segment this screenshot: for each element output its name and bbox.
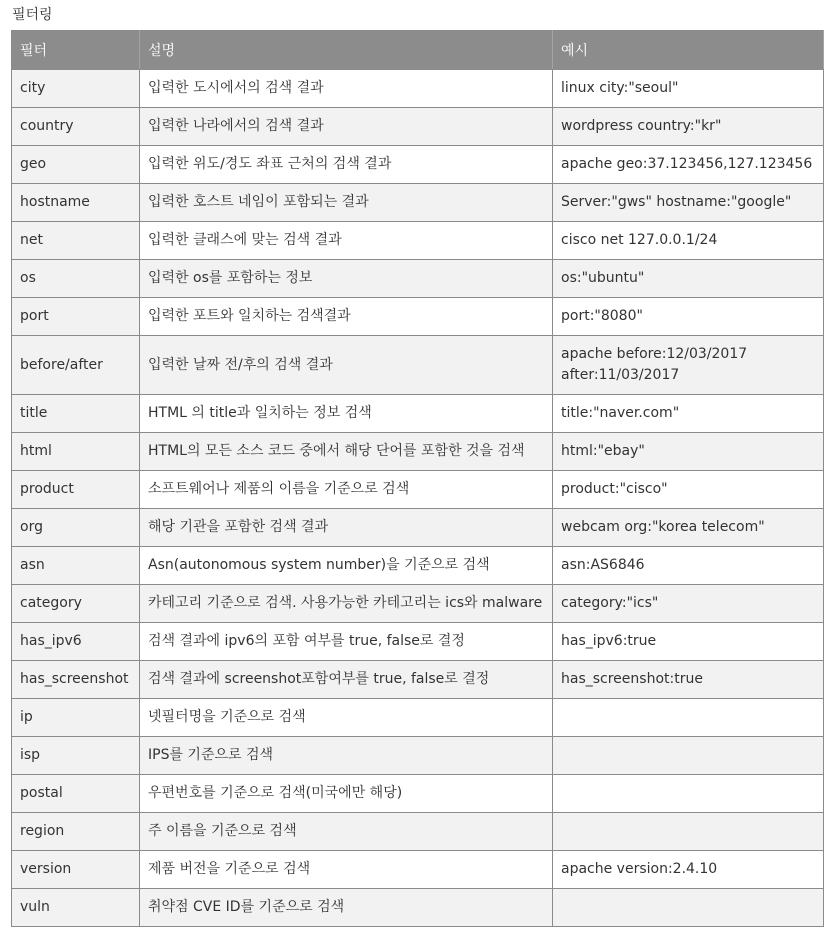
table-row: [12, 395, 824, 433]
header-description: 설명: [140, 31, 553, 70]
filter-name-cell: country: [12, 108, 140, 146]
table-row: [12, 70, 824, 108]
filter-name-cell: isp: [12, 737, 140, 775]
example-cell: wordpress country:"kr": [553, 108, 824, 146]
example-cell: has_screenshot:true: [553, 661, 824, 699]
header-example: 예시: [553, 31, 824, 70]
description-cell: 주 이름을 기준으로 검색: [140, 813, 553, 851]
description-cell: 입력한 도시에서의 검색 결과: [140, 70, 553, 108]
description-cell: HTML의 모든 소스 코드 중에서 해당 단어를 포함한 것을 검색: [140, 433, 553, 471]
table-row: [12, 222, 824, 260]
filter-name-cell: has_screenshot: [12, 661, 140, 699]
table-row: [12, 585, 824, 623]
filter-name-cell: os: [12, 260, 140, 298]
example-cell: [553, 699, 824, 737]
example-cell: cisco net 127.0.0.1/24: [553, 222, 824, 260]
filter-name-cell: geo: [12, 146, 140, 184]
example-cell: os:"ubuntu": [553, 260, 824, 298]
example-cell: asn:AS6846: [553, 547, 824, 585]
example-cell: category:"ics": [553, 585, 824, 623]
example-cell: webcam org:"korea telecom": [553, 509, 824, 547]
example-cell: has_ipv6:true: [553, 623, 824, 661]
table-row: [12, 851, 824, 889]
example-cell: apache version:2.4.10: [553, 851, 824, 889]
filter-name-cell: region: [12, 813, 140, 851]
description-cell: 해당 기관을 포함한 검색 결과: [140, 509, 553, 547]
filter-name-cell: title: [12, 395, 140, 433]
table-row: [12, 184, 824, 222]
table-row: [12, 298, 824, 336]
table-row: [12, 260, 824, 298]
example-cell: [553, 813, 824, 851]
table-row: [12, 889, 824, 927]
description-cell: 카테고리 기준으로 검색. 사용가능한 카테고리는 ics와 malware: [140, 585, 553, 623]
description-cell: 입력한 나라에서의 검색 결과: [140, 108, 553, 146]
description-cell: 입력한 포트와 일치하는 검색결과: [140, 298, 553, 336]
table-row: [12, 623, 824, 661]
table-row: [12, 547, 824, 585]
example-cell: linux city:"seoul": [553, 70, 824, 108]
filter-name-cell: before/after: [12, 336, 140, 395]
filter-name-cell: asn: [12, 547, 140, 585]
description-cell: HTML 의 title과 일치하는 정보 검색: [140, 395, 553, 433]
description-cell: 넷필터명을 기준으로 검색: [140, 699, 553, 737]
example-cell: html:"ebay": [553, 433, 824, 471]
example-cell: [553, 737, 824, 775]
table-row: [12, 813, 824, 851]
description-cell: 제품 버전을 기준으로 검색: [140, 851, 553, 889]
table-body: [12, 70, 824, 927]
filter-name-cell: hostname: [12, 184, 140, 222]
filter-name-cell: net: [12, 222, 140, 260]
description-cell: IPS를 기준으로 검색: [140, 737, 553, 775]
table-row: [12, 737, 824, 775]
filter-name-cell: version: [12, 851, 140, 889]
description-cell: 검색 결과에 ipv6의 포함 여부를 true, false로 결정: [140, 623, 553, 661]
filter-name-cell: org: [12, 509, 140, 547]
filter-name-cell: vuln: [12, 889, 140, 927]
header-row: [12, 31, 824, 70]
table-row: [12, 775, 824, 813]
description-cell: 소프트웨어나 제품의 이름을 기준으로 검색: [140, 471, 553, 509]
table-row: [12, 108, 824, 146]
description-cell: 입력한 위도/경도 좌표 근처의 검색 결과: [140, 146, 553, 184]
example-cell: apache before:12/03/2017 after:11/03/2017: [553, 336, 824, 395]
table-row: [12, 336, 824, 395]
example-cell: Server:"gws" hostname:"google": [553, 184, 824, 222]
filter-name-cell: product: [12, 471, 140, 509]
table-row: [12, 699, 824, 737]
description-cell: 입력한 os를 포함하는 정보: [140, 260, 553, 298]
description-cell: 검색 결과에 screenshot포함여부를 true, false로 결정: [140, 661, 553, 699]
description-cell: 취약점 CVE ID를 기준으로 검색: [140, 889, 553, 927]
description-cell: 입력한 클래스에 맞는 검색 결과: [140, 222, 553, 260]
table-row: [12, 433, 824, 471]
description-cell: 우편번호를 기준으로 검색(미국에만 해당): [140, 775, 553, 813]
table-row: [12, 471, 824, 509]
example-cell: title:"naver.com": [553, 395, 824, 433]
description-cell: Asn(autonomous system number)을 기준으로 검색: [140, 547, 553, 585]
example-cell: product:"cisco": [553, 471, 824, 509]
table-row: [12, 146, 824, 184]
filter-name-cell: category: [12, 585, 140, 623]
filter-table: [11, 30, 824, 927]
example-cell: [553, 775, 824, 813]
table-caption: 필터링: [12, 7, 53, 23]
filter-name-cell: port: [12, 298, 140, 336]
table-row: [12, 509, 824, 547]
description-cell: 입력한 호스트 네임이 포함되는 결과: [140, 184, 553, 222]
table-row: [12, 661, 824, 699]
filter-name-cell: html: [12, 433, 140, 471]
example-cell: [553, 889, 824, 927]
filter-name-cell: city: [12, 70, 140, 108]
example-cell: apache geo:37.123456,127.123456: [553, 146, 824, 184]
filter-name-cell: postal: [12, 775, 140, 813]
filter-name-cell: ip: [12, 699, 140, 737]
example-cell: port:"8080": [553, 298, 824, 336]
header-filter: 필터: [12, 31, 140, 70]
description-cell: 입력한 날짜 전/후의 검색 결과: [140, 336, 553, 395]
filter-name-cell: has_ipv6: [12, 623, 140, 661]
